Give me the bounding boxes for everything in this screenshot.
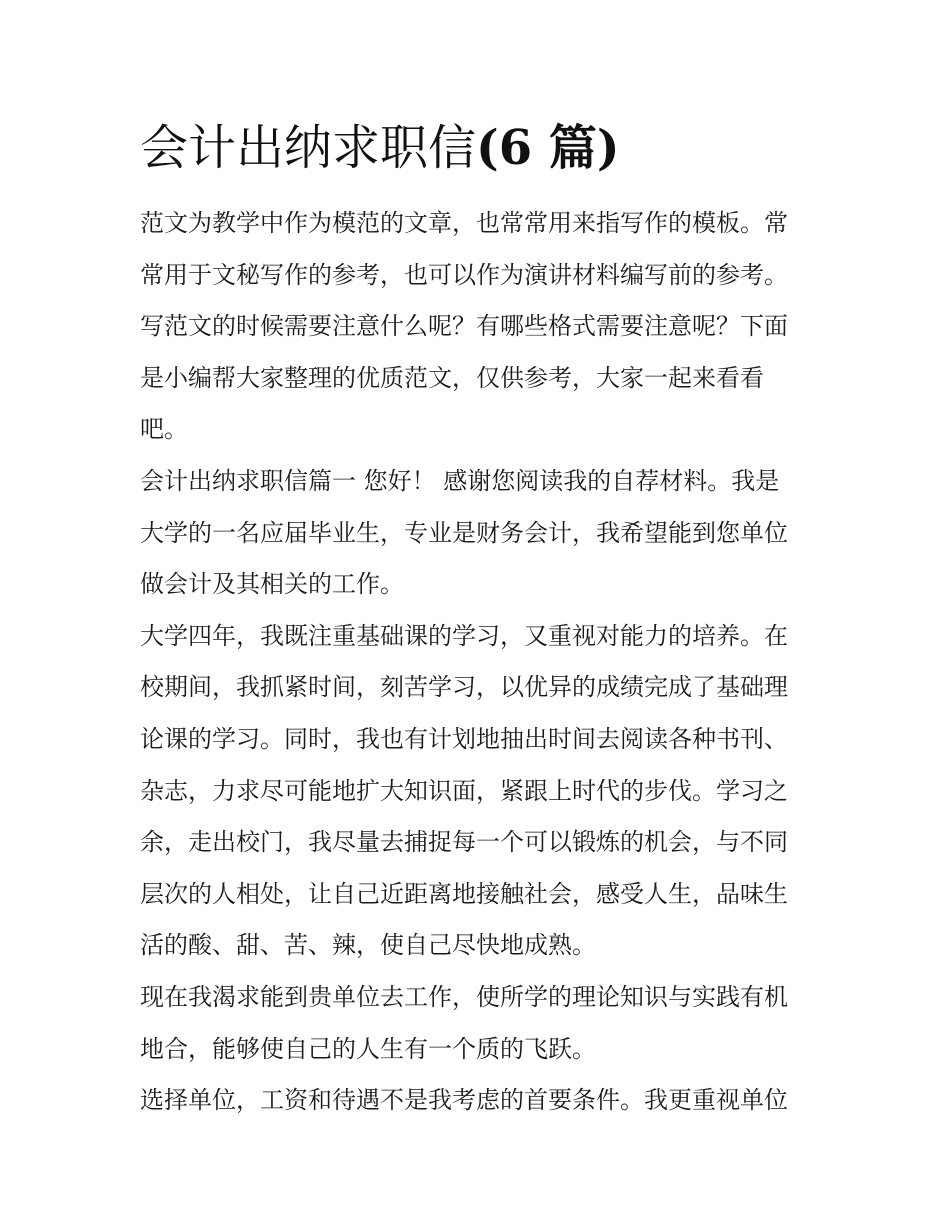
body-line: 选择单位，工资和待遇不是我考虑的首要条件。我更重视单位	[140, 1086, 788, 1115]
body-line: 吧。	[140, 415, 188, 444]
body-line: 校期间，我抓紧时间，刻苦学习，以优异的成绩完成了基础理	[140, 673, 788, 702]
body-line: 活的酸、甜、苦、辣，使自己尽快地成熟。	[140, 931, 596, 960]
body-line: 大学的一名应届毕业生，专业是财务会计，我希望能到您单位	[140, 518, 788, 547]
body-line: 会计出纳求职信篇一 您好！ 感谢您阅读我的自荐材料。我是	[140, 466, 780, 495]
document-body	[140, 198, 820, 1127]
document-title	[140, 116, 620, 180]
body-line: 余，走出校门，我尽量去捕捉每一个可以锻炼的机会，与不同	[140, 828, 788, 857]
body-line: 地合，能够使自己的人生有一个质的飞跃。	[140, 1034, 596, 1063]
title-main-text: 会计出纳求职信	[140, 120, 477, 176]
body-line: 杂志，力求尽可能地扩大知识面，紧跟上时代的步伐。学习之	[140, 776, 788, 805]
body-line: 范文为教学中作为模范的文章，也常常用来指写作的模板。常	[140, 209, 788, 237]
title-suffix-text: (6 篇)	[476, 120, 620, 176]
body-line: 是小编帮大家整理的优质范文，仅供参考，大家一起来看看	[140, 363, 764, 392]
body-line: 大学四年，我既注重基础课的学习，又重视对能力的培养。在	[140, 621, 788, 650]
body-line: 常用于文秘写作的参考，也可以作为演讲材料编写前的参考。	[140, 260, 788, 289]
body-line: 现在我渴求能到贵单位去工作，使所学的理论知识与实践有机	[140, 982, 788, 1011]
body-line: 层次的人相处，让自己近距离地接触社会，感受人生，品味生	[140, 879, 788, 908]
body-line: 做会计及其相关的工作。	[140, 570, 404, 599]
body-line: 论课的学习。同时，我也有计划地抽出时间去阅读各种书刊、	[140, 724, 788, 753]
body-line: 写范文的时候需要注意什么呢？有哪些格式需要注意呢？下面	[140, 312, 788, 341]
